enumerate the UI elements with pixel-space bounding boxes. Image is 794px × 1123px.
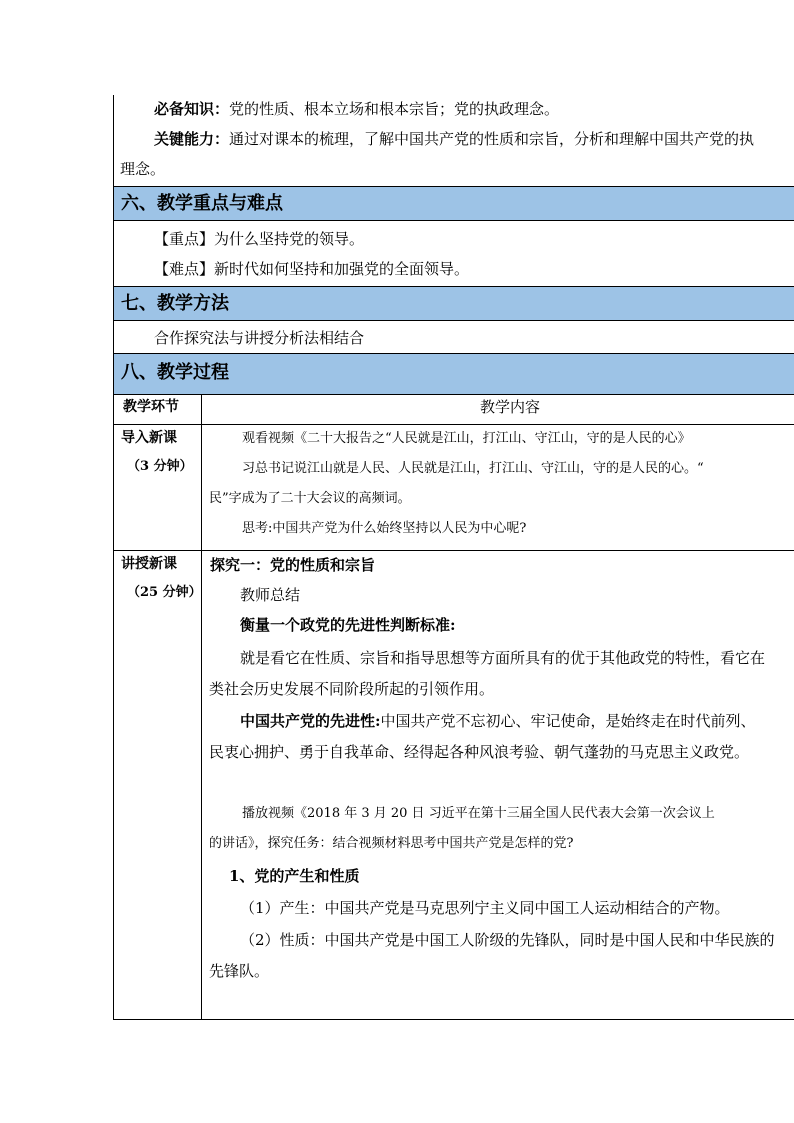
section-6-title: 六、教学重点与难点: [121, 193, 283, 214]
ability-text-cont: 理念。: [120, 160, 166, 178]
section-6-header: [114, 186, 794, 221]
intro-stage: 导入新课: [121, 430, 177, 446]
intro-question: 思考:中国共产党为什么始终坚持以人民为中心呢?: [242, 521, 527, 536]
focus-text: 【重点】为什么坚持党的领导。: [154, 230, 365, 248]
explore-title: 探究一：党的性质和宗旨: [210, 556, 376, 574]
standard-title: 衡量一个政党的先进性判断标准:: [240, 616, 456, 634]
lecture-time: （25 分钟）: [127, 585, 202, 600]
advanced-text-2: 民衷心拥护、勇于自我革命、经得起各种风浪考验、朝气蓬勃的马克思主义政党。: [209, 743, 750, 761]
intro-row-divider: [114, 550, 794, 551]
column-header-content: 教学内容: [480, 398, 541, 416]
section-7-title: 七、教学方法: [121, 293, 229, 314]
subsection-title: 1、党的产生和性质: [229, 867, 360, 885]
standard-text-1: 就是看它在性质、宗旨和指导思想等方面所具有的优于其他政党的特性，看它在: [240, 649, 766, 667]
lecture-stage: 讲授新课: [121, 556, 177, 572]
intro-time: （3 分钟）: [127, 459, 193, 474]
advanced-text-1: 中国共产党不忘初心、牢记使命，是始终走在时代前列、: [380, 712, 756, 730]
nature-text-2: 先锋队。: [209, 962, 270, 980]
advanced-label: 中国共产党的先进性:: [240, 712, 381, 730]
column-header-stage: 教学环节: [123, 399, 179, 415]
origin-text: （1）产生：中国共产党是马克思列宁主义同中国工人运动相结合的产物。: [240, 899, 730, 917]
video-text-1: 播放视频《2018 年 3 月 20 日 习近平在第十三届全国人民代表大会第一次会议上: [242, 806, 715, 821]
intro-paragraph-2: 习总书记说江山就是人民、人民就是江山，打江山、守江山，守的是人民的心。“: [242, 461, 704, 476]
teacher-summary: 教师总结: [240, 586, 301, 604]
standard-text-2: 类社会历史发展不同阶段所起的引领作用。: [209, 680, 495, 698]
header-row-divider: [114, 424, 794, 425]
knowledge-text: 党的性质、根本立场和根本宗旨；党的执政理念。: [229, 100, 560, 118]
knowledge-label: 必备知识：: [154, 100, 230, 118]
lesson-plan-table: [113, 95, 794, 1020]
ability-label: 关键能力：: [154, 130, 230, 148]
difficulty-text: 【难点】新时代如何坚持和加强党的全面领导。: [154, 260, 470, 278]
advanced-line-1: [240, 711, 756, 731]
method-text: 合作探究法与讲授分析法相结合: [154, 329, 365, 347]
section-8-header: [114, 353, 794, 395]
nature-text-1: （2）性质：中国共产党是中国工人阶级的先锋队，同时是中国人民和中华民族的: [240, 931, 775, 949]
ability-line: [154, 129, 754, 149]
intro-paragraph-3: 民”字成为了二十大会议的高频词。: [209, 491, 411, 506]
intro-paragraph-1: 观看视频《二十大报告之“人民就是江山，打江山、守江山，守的是人民的心》: [242, 431, 691, 446]
column-divider: [201, 395, 202, 1020]
knowledge-line: [154, 99, 559, 119]
section-8-title: 八、教学过程: [121, 362, 229, 383]
section-7-header: [114, 286, 794, 321]
video-text-2: 的讲话》，探究任务：结合视频材料思考中国共产党是怎样的党?: [209, 836, 574, 851]
ability-text: 通过对课本的梳理，了解中国共产党的性质和宗旨，分析和理解中国共产党的执: [229, 130, 755, 148]
